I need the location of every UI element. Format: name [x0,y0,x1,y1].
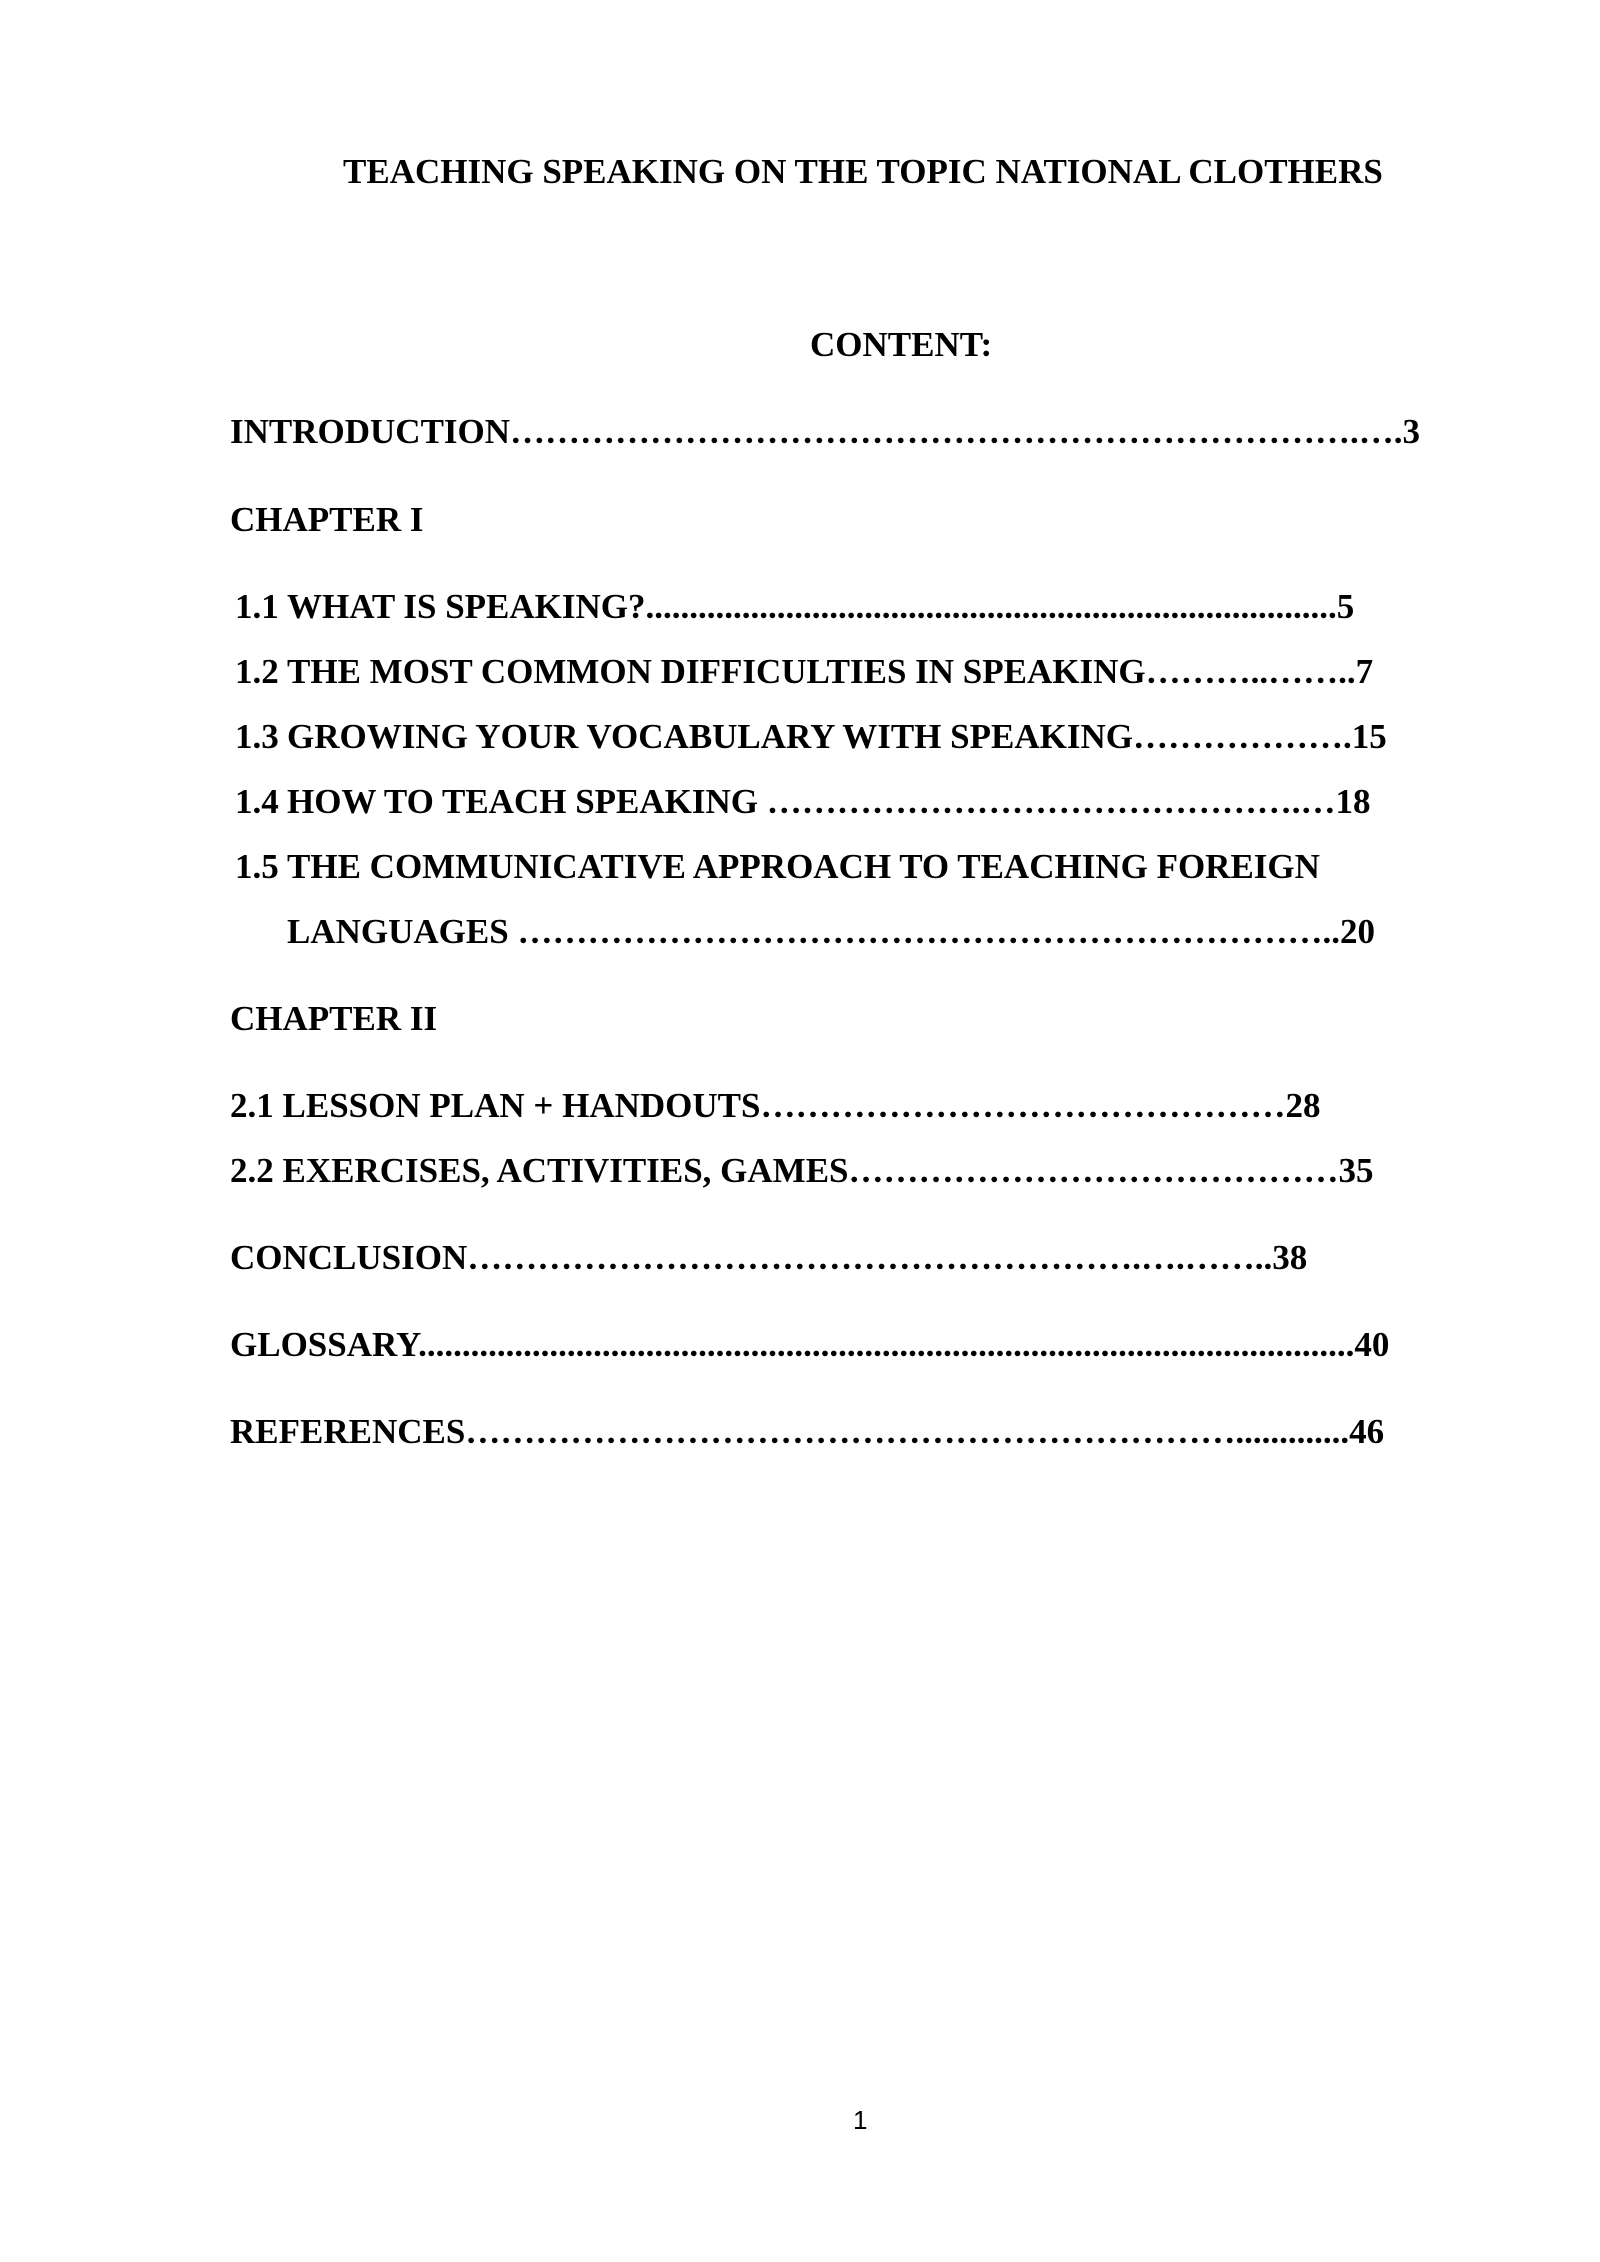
toc-conclusion: CONCLUSION………………………………………………….….……..38 [230,1238,1308,1277]
content-heading: CONTENT: [810,325,993,364]
toc-item-2-1: 2.1 LESSON PLAN + HANDOUTS………………………………………28 [230,1086,1321,1125]
toc-item-number: 1.1 [235,587,279,626]
toc-item-number: 1.5 [235,847,279,886]
toc-chapter-1: CHAPTER I [230,500,424,539]
toc-item-1-5 [235,847,1320,887]
toc-introduction: INTRODUCTION……………………………………………………………….….3 [230,412,1421,451]
toc-item-text: THE MOST COMMON DIFFICULTIES IN SPEAKING………..……..7 [287,652,1374,691]
toc-chapter-2: CHAPTER II [230,999,438,1038]
toc-item-number: 1.2 [235,652,279,691]
toc-item-2-2: 2.2 EXERCISES, ACTIVITIES, GAMES……………………………………35 [230,1151,1374,1190]
toc-item-1-1 [235,587,1354,627]
toc-item-number: 1.4 [235,782,279,821]
toc-item-1-4 [235,782,1371,822]
toc-item-text: THE COMMUNICATIVE APPROACH TO TEACHING FOREIGN [287,847,1320,886]
toc-item-1-2 [235,652,1373,692]
toc-item-1-3 [235,717,1387,757]
toc-item-text: WHAT IS SPEAKING?...............................................................................5 [287,587,1355,626]
toc-item-number: 1.3 [235,717,279,756]
toc-item-text: GROWING YOUR VOCABULARY WITH SPEAKING……………….15 [287,717,1387,756]
toc-references: REFERENCES………………………………………………………….............46 [230,1412,1385,1451]
document-title: TEACHING SPEAKING ON THE TOPIC NATIONAL CLOTHERS [343,152,1383,191]
toc-item-1-5-continued: LANGUAGES ……………………………………………………………..20 [287,912,1375,951]
page-number: 1 [853,2105,868,2135]
toc-item-text: HOW TO TEACH SPEAKING ……………………………………….…18 [287,782,1371,821]
toc-glossary: GLOSSARY...........................................................................................................40 [230,1325,1390,1364]
